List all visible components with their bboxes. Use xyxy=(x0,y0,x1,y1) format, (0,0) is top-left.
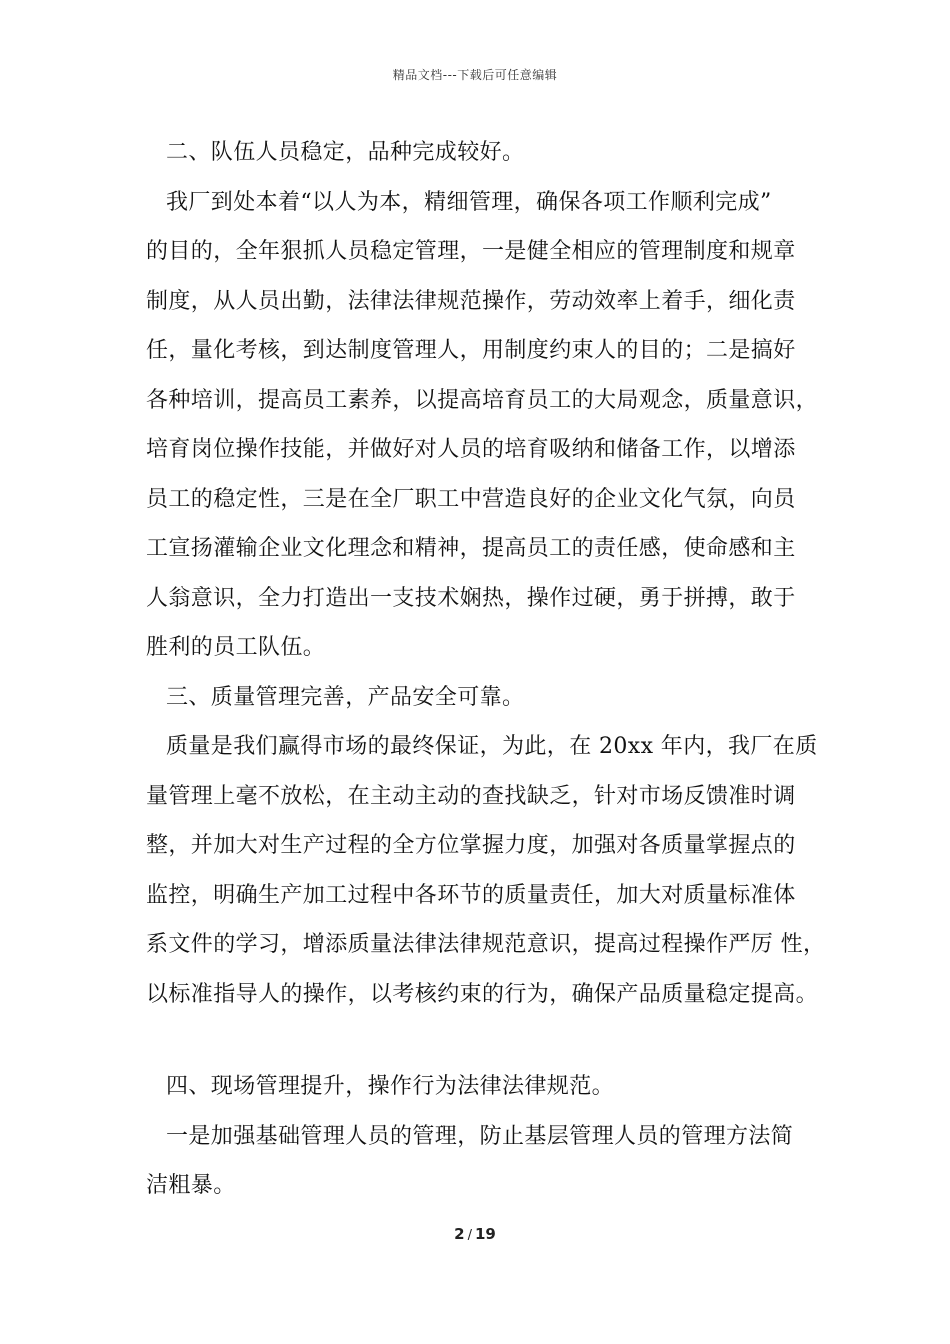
paragraph-line: 各种培训，提高员工素养，以提高培育员工的大局观念，质量意识， xyxy=(146,387,819,413)
paragraph-line: 的目的，全年狠抓人员稳定管理，一是健全相应的管理制度和规章 xyxy=(146,239,796,264)
paragraph-line: 洁粗暴。 xyxy=(146,1173,236,1198)
paragraph-line: 工宣扬灌输企业文化理念和精神，提高员工的责任感，使命感和主 xyxy=(146,536,796,561)
section-heading-4: 四、现场管理提升，操作行为法律法律规范。 xyxy=(166,1074,615,1099)
paragraph-line: 人翁意识，全力打造出一支技术娴热，操作过硬，勇于拼搏，敢于 xyxy=(146,585,796,611)
paragraph-line: 员工的稳定性，三是在全厂职工中营造良好的企业文化气氛，向员 xyxy=(146,486,796,512)
document-body xyxy=(146,128,826,1211)
paragraph-quality-management xyxy=(146,722,826,1019)
paragraph-line: 整，并加大对生产过程的全方位掌握力度，加强对各质量掌握点的 xyxy=(146,833,796,858)
paragraph-team-stability xyxy=(146,178,819,673)
paragraph-line: 量管理上毫不放松，在主动主动的查找缺乏，针对市场反馈准时调 xyxy=(146,783,796,809)
current-page-number: 2 xyxy=(454,1225,465,1243)
paragraph-line: 任，量化考核，到达制度管理人，用制度约束人的目的；二是搞好 xyxy=(146,338,796,363)
paragraph-line: 培育岗位操作技能，并做好对人员的培育吸纳和储备工作，以增添 xyxy=(146,437,796,462)
section-heading-3: 三、质量管理完善，产品安全可靠。 xyxy=(166,684,525,710)
page-separator: / xyxy=(467,1228,472,1243)
page-header: 精品文档---下载后可任意编辑 xyxy=(392,68,558,82)
paragraph-line: 质量是我们赢得市场的最终保证，为此，在 20xx 年内，我厂在质 xyxy=(166,734,818,759)
paragraph-line: 胜利的员工队伍。 xyxy=(146,635,326,660)
paragraph-site-management xyxy=(146,1112,810,1211)
paragraph-line: 以标准指导人的操作，以考核约束的行为，确保产品质量稳定提高。 xyxy=(146,981,819,1007)
section-heading-2: 二、队伍人员稳定，品种完成较好。 xyxy=(166,140,525,165)
page-number xyxy=(0,1225,950,1243)
paragraph-line: 系文件的学习，增添质量法律法律规范意识，提高过程操作严厉 性， xyxy=(146,932,826,957)
paragraph-spacer xyxy=(146,1019,810,1062)
paragraph-line: 制度，从人员出勤，法律法律规范操作，劳动效率上着手，细化责 xyxy=(146,288,796,314)
paragraph-line: 监控，明确生产加工过程中各环节的质量责任，加大对质量标准体 xyxy=(146,882,796,908)
paragraph-line: 一是加强基础管理人员的管理，防止基层管理人员的管理方法简 xyxy=(166,1123,794,1149)
paragraph-line: 我厂到处本着“以人为本，精细管理，确保各项工作顺利完成” xyxy=(166,189,772,215)
total-pages-number: 19 xyxy=(474,1225,496,1243)
